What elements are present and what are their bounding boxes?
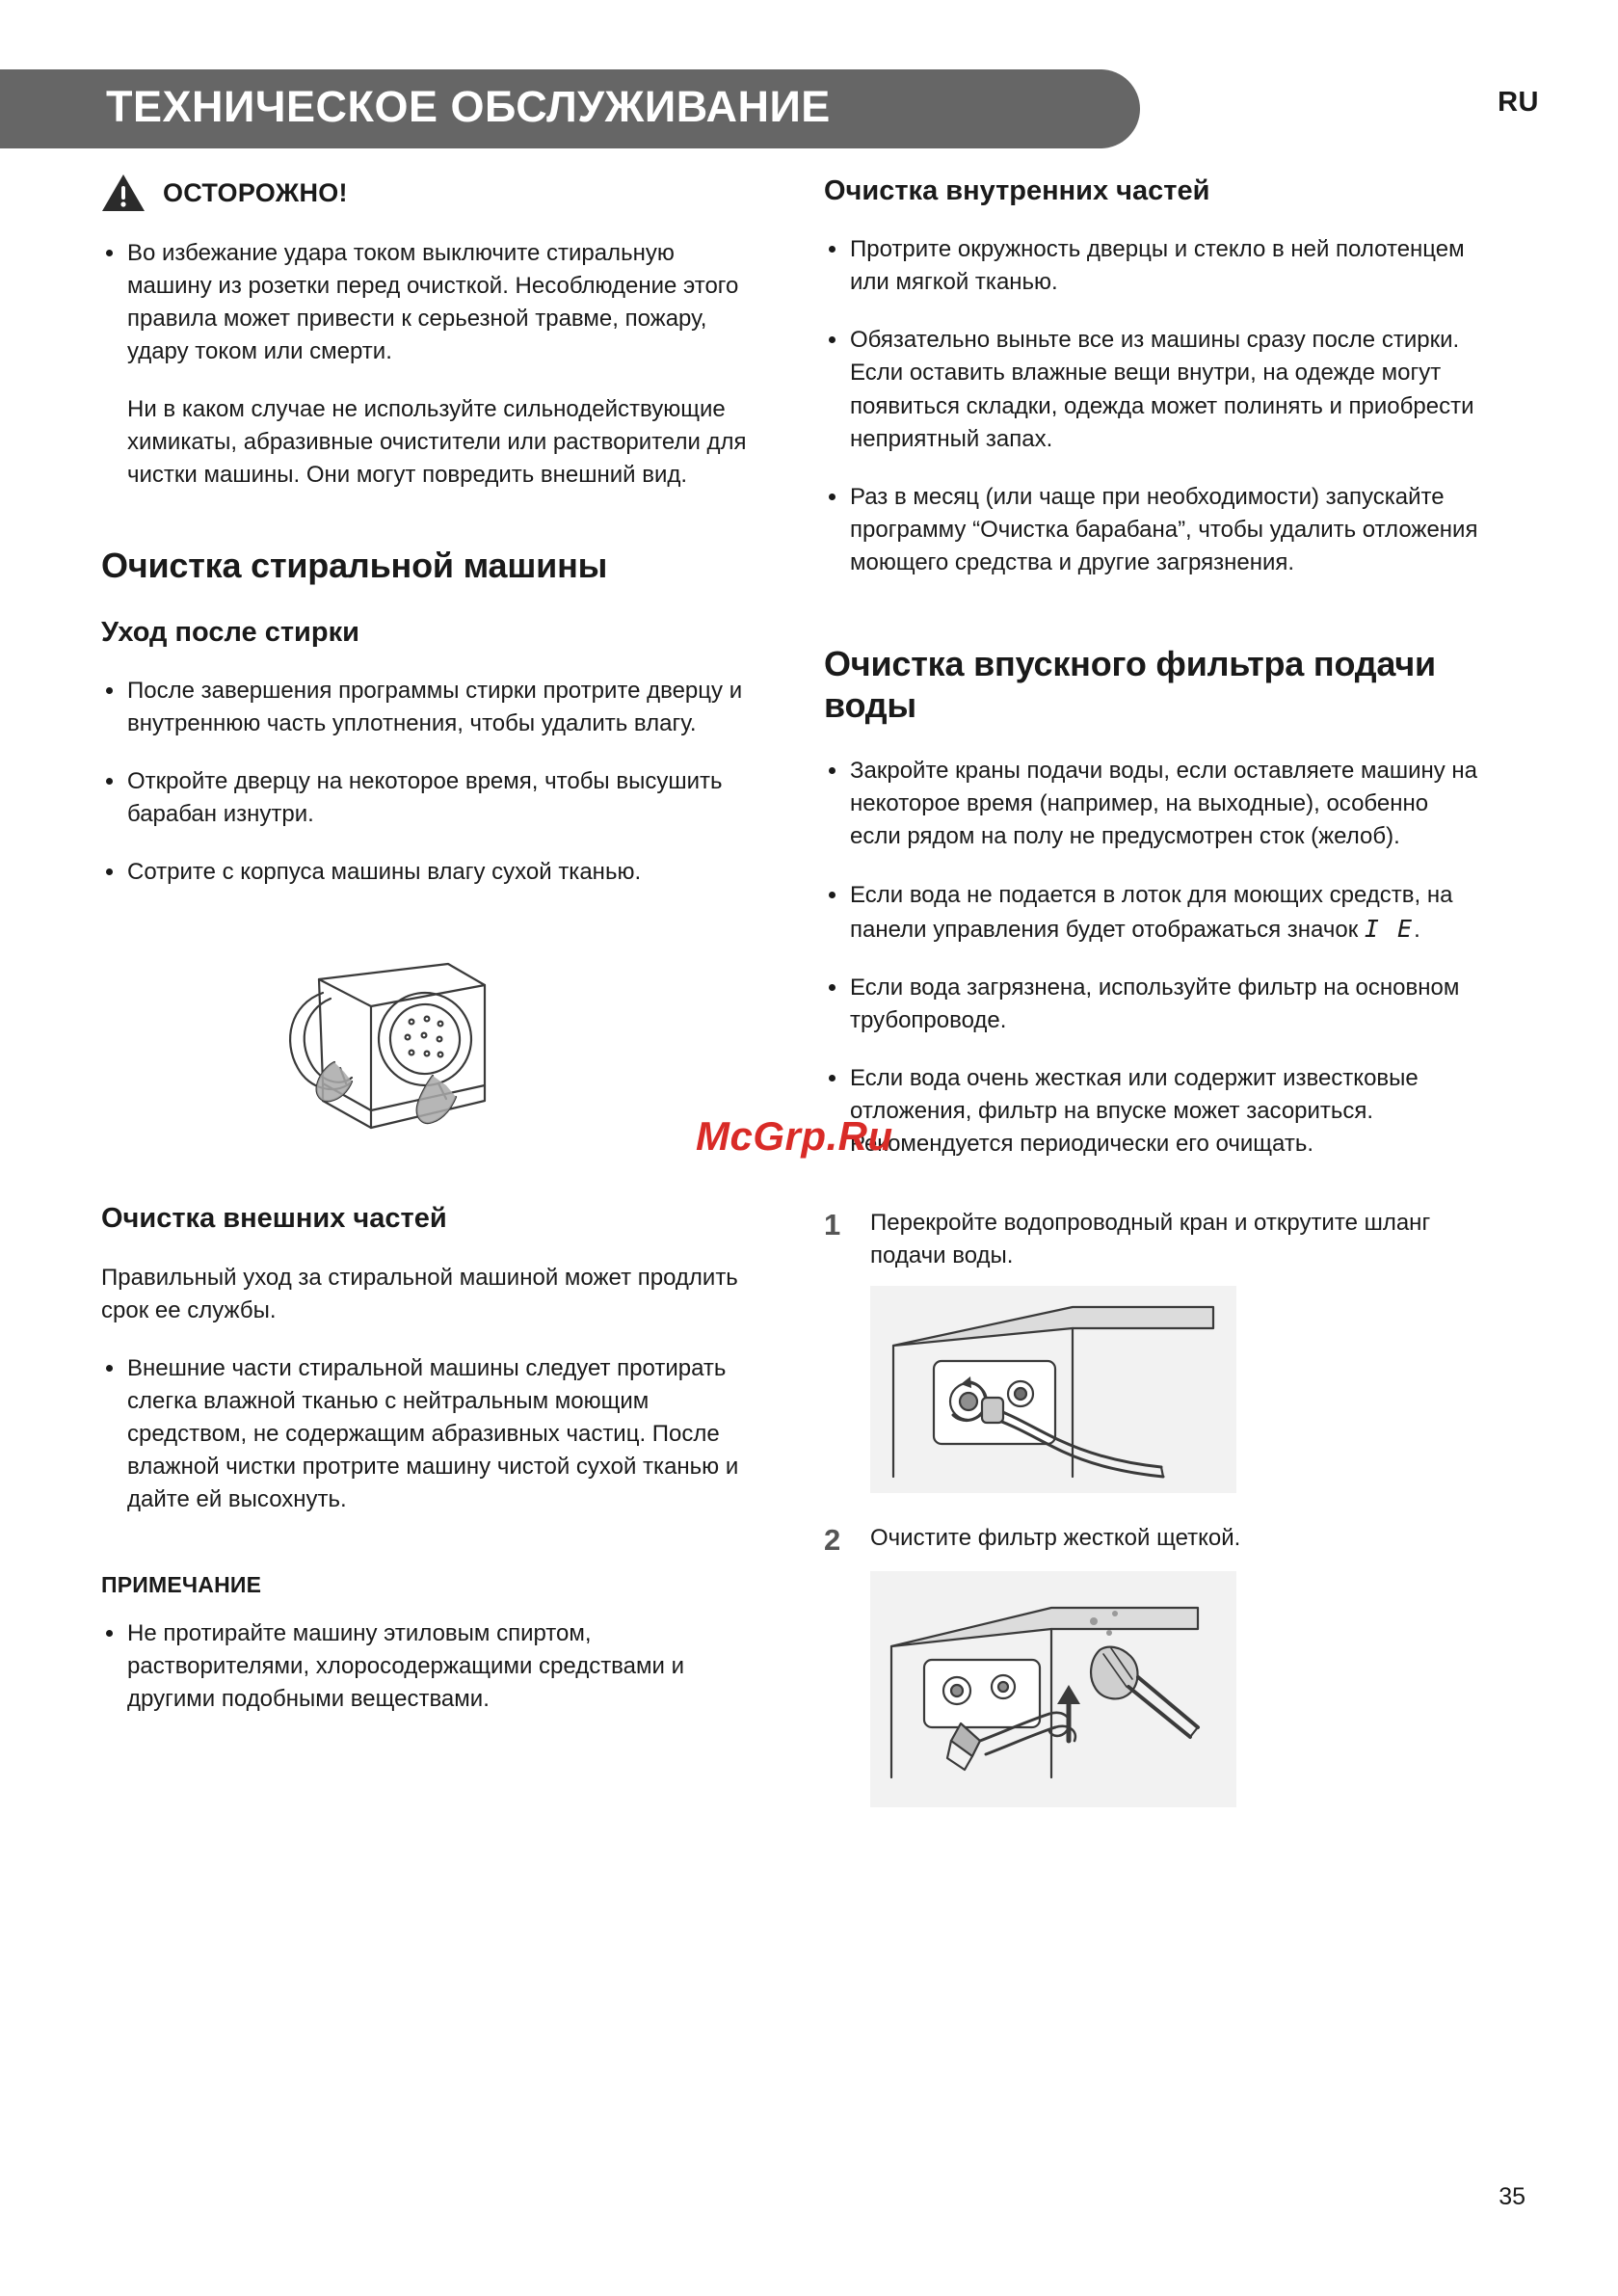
- exterior-bullet-list: [101, 1352, 756, 1516]
- subsection-title-exterior: Очистка внешних частей: [101, 1203, 447, 1235]
- after-wash-bullet-list: [101, 675, 756, 889]
- list-item: Сотрите с корпуса машины влагу сухой тканью.: [101, 856, 756, 889]
- subsection-title-interior: Очистка внутренних частей: [824, 175, 1210, 206]
- filter-brush-cleaning-illustration: [880, 1579, 1227, 1801]
- language-code: RU: [1498, 87, 1539, 118]
- page-title: ТЕХНИЧЕСКОЕ ОБСЛУЖИВАНИЕ: [106, 82, 831, 131]
- list-item: Закройте краны подачи воды, если оставляете машину на некоторое время (например, на выходные), особенно если рядом на полу не предусмотрен сток (желоб).: [824, 755, 1479, 853]
- inlet-filter-bullet-list: [824, 755, 1479, 1161]
- step-text: Перекройте водопроводный кран и открутите шланг подачи воды.: [870, 1210, 1431, 1269]
- note-bullet-list: [101, 1617, 756, 1716]
- right-column: [824, 174, 1479, 1836]
- error-code-period: .: [1414, 916, 1420, 943]
- warning-title: ОСТОРОЖНО!: [163, 177, 348, 207]
- list-item: Не протирайте машину этиловым спиртом, растворителями, хлоросодержащими средствами и другими подобными веществами.: [101, 1617, 756, 1716]
- left-column: [101, 174, 756, 1741]
- error-code-bullet-text: Если вода не подается в лоток для моющих средств, на панели управления будет отображаться значок: [850, 881, 1453, 943]
- list-item: Протрите окружность дверцы и стекло в ней полотенцем или мягкой тканью.: [824, 233, 1479, 299]
- warning-bullet-list: [101, 237, 756, 368]
- exterior-paragraph: Правильный уход за стиральной машиной может продлить срок ее службы.: [101, 1264, 738, 1323]
- step-number: 2: [824, 1523, 841, 1558]
- list-item: Если вода очень жесткая или содержит известковые отложения, фильтр на впуске может засориться. Рекомендуется периодически его очищать.: [824, 1062, 1479, 1161]
- water-inlet-hose-disconnect-illustration: [880, 1294, 1227, 1486]
- step-1: [824, 1207, 1479, 1272]
- note-title: ПРИМЕЧАНИЕ: [101, 1572, 262, 1598]
- list-item: Во избежание удара током выключите стиральную машину из розетки перед очисткой. Несоблюдение этого правила может привести к серьезной травме, пожару, удару током или смерти.: [101, 237, 756, 368]
- step-number: 1: [824, 1208, 841, 1242]
- step-2: [824, 1522, 1479, 1558]
- site-watermark: McGrp.Ru: [696, 1113, 893, 1159]
- subsection-title-after-wash: Уход после стирки: [101, 616, 359, 648]
- warning-block: [101, 174, 756, 493]
- section-title-inlet-filter: Очистка впускного фильтра подачи воды: [824, 643, 1436, 726]
- list-item: Раз в месяц (или чаще при необходимости) запускайте программу “Очистка барабана”, чтобы удалить отложения моющего средства и другие загрязнения.: [824, 481, 1479, 579]
- list-item: После завершения программы стирки протрите дверцу и внутреннюю часть уплотнения, чтобы удалить влагу.: [101, 675, 756, 740]
- step-text: Очистите фильтр жесткой щеткой.: [870, 1525, 1241, 1552]
- washing-machine-open-door-wipe-illustration: [226, 921, 631, 1143]
- list-item: Если вода загрязнена, используйте фильтр на основном трубопроводе.: [824, 972, 1479, 1037]
- warning-paragraph: Ни в каком случае не используйте сильнодействующие химикаты, абразивные очистители или растворители для чистки машины. Они могут повредить внешний вид.: [127, 396, 747, 489]
- list-item: Внешние части стиральной машины следует протирать слегка влажной тканью с нейтральным моющим средством, не содержащим абразивных частиц. После влажной чистки протрите машину чистой сухой тканью и дайте ей высохнуть.: [101, 1352, 756, 1516]
- list-item: Откройте дверцу на некоторое время, чтобы высушить барабан изнутри.: [101, 765, 756, 831]
- warning-header: [101, 174, 756, 212]
- error-code-ie-display-icon: I E: [1364, 914, 1415, 943]
- step-2-illustration-container: [870, 1571, 1236, 1807]
- interior-bullet-list: [824, 233, 1479, 579]
- washer-illustration-container: [101, 921, 756, 1143]
- warning-triangle-icon: [101, 174, 146, 212]
- list-item-with-error-code: [824, 879, 1479, 947]
- section-title-cleaning-washer: Очистка стиральной машины: [101, 545, 608, 585]
- list-item: Обязательно выньте все из машины сразу после стирки. Если оставить влажные вещи внутри, на одежде могут появиться складки, одежда может полинять и приобрести неприятный запах.: [824, 324, 1479, 455]
- step-1-illustration-container: [870, 1286, 1236, 1493]
- page-number: 35: [1499, 2183, 1525, 2210]
